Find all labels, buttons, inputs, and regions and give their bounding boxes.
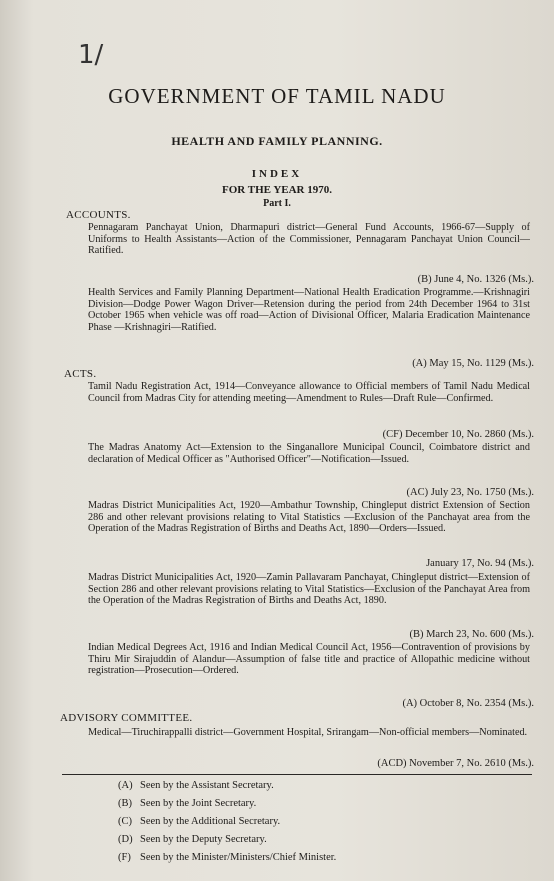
order-reference: (A) May 15, No. 1129 (Ms.). <box>412 358 534 369</box>
legend-text: Seen by the Minister/Ministers/Chief Minister. <box>140 852 337 863</box>
legend-letter: (A) <box>118 780 133 791</box>
legend-text: Seen by the Additional Secretary. <box>140 816 281 827</box>
index-entry: The Madras Anatomy Act—Extension to the Singanallore Municipal Council, Coimbatore district and declaration of Medical Officer as "Authorised Officer"—Notification—Issued. <box>88 442 530 465</box>
order-reference: (B) March 23, No. 600 (Ms.). <box>409 629 534 640</box>
government-title: GOVERNMENT OF TAMIL NADU <box>108 84 446 108</box>
index-entry: Tamil Nadu Registration Act, 1914—Conveyance allowance to Official members of Tamil Nadu Medical Council from Madras City for attending meeting—Amendment to Rules—Draft Rule—Confirmed. <box>88 381 530 404</box>
order-reference: (B) June 4, No. 1326 (Ms.). <box>417 274 534 285</box>
legend-letter: (F) <box>118 852 131 863</box>
seen-by-legend <box>118 777 336 867</box>
legend-letter: (D) <box>118 834 133 845</box>
index-entry: Pennagaram Panchayat Union, Dharmapuri district—General Fund Accounts, 1966-67—Supply of Uniforms to Health Assistants—Action of the Commissioner, Pennagaram Panchayat Union Council—Ratified. <box>88 222 530 257</box>
index-entry: Health Services and Family Planning Department—National Health Eradication Programme.—Krishnagiri Division—Dodge Power Wagon Driver—Retension during the period from 24th December 1964 to 31st October 1965 when vehicle was off road—Action of Divisional Officer, Malaria Eradication Maintenance Phase —Krishnagiri—Ratified. <box>88 287 530 333</box>
legend-item <box>118 831 336 849</box>
department-title: HEALTH AND FAMILY PLANNING. <box>171 134 383 148</box>
legend-item <box>118 849 336 867</box>
legend-item <box>118 813 336 831</box>
order-reference: January 17, No. 94 (Ms.). <box>426 558 534 569</box>
part-title: Part I. <box>263 198 291 209</box>
index-entry: Madras District Municipalities Act, 1920—Ambathur Township, Chingleput district Extension of Section 286 and other relevant provisions relating to Vital Statistics —Exclusion of the Panchayat area from the Operation of the Madras Registration of Births and Deaths Act, 1890—Orders—Issued. <box>88 500 530 535</box>
section-heading-accounts: ACCOUNTS. <box>66 209 131 221</box>
order-reference: (CF) December 10, No. 2860 (Ms.). <box>382 429 534 440</box>
legend-item <box>118 777 336 795</box>
index-entry: Indian Medical Degrees Act, 1916 and Indian Medical Council Act, 1956—Contravention of provisions by Thiru Mir Sirajuddin of Alandur—Assumption of false title and practice of Allopathic medicine without registration—Prosecution—Ordered. <box>88 642 530 677</box>
section-heading-advisory-committee: ADVISORY COMMITTEE. <box>60 712 193 724</box>
year-title: FOR THE YEAR 1970. <box>221 184 332 196</box>
order-reference: (ACD) November 7, No. 2610 (Ms.). <box>377 758 534 769</box>
legend-letter: (C) <box>118 816 132 827</box>
page-mark: 1/ <box>78 40 104 70</box>
legend-item <box>118 795 336 813</box>
order-reference: (A) October 8, No. 2354 (Ms.). <box>402 698 534 709</box>
legend-text: Seen by the Deputy Secretary. <box>140 834 267 845</box>
index-entry: Medical—Tiruchirappalli district—Government Hospital, Srirangam—Non-official members—Nominated. <box>88 727 528 738</box>
section-heading-acts: ACTS. <box>64 368 97 380</box>
index-title: INDEX <box>251 168 303 180</box>
divider-rule <box>62 774 532 775</box>
index-entry: Madras District Municipalities Act, 1920—Zamin Pallavaram Panchayat, Chingleput district—Extension of Section 286 and other relevant provisions relating to Vital Statistics—Exclusion of the Panchayat Area from the Operation of the Madras Registration of Births and Deaths Act, 1890. <box>88 572 530 607</box>
legend-text: Seen by the Joint Secretary. <box>140 798 257 809</box>
legend-letter: (B) <box>118 798 132 809</box>
order-reference: (AC) July 23, No. 1750 (Ms.). <box>406 487 534 498</box>
legend-text: Seen by the Assistant Secretary. <box>140 780 274 791</box>
